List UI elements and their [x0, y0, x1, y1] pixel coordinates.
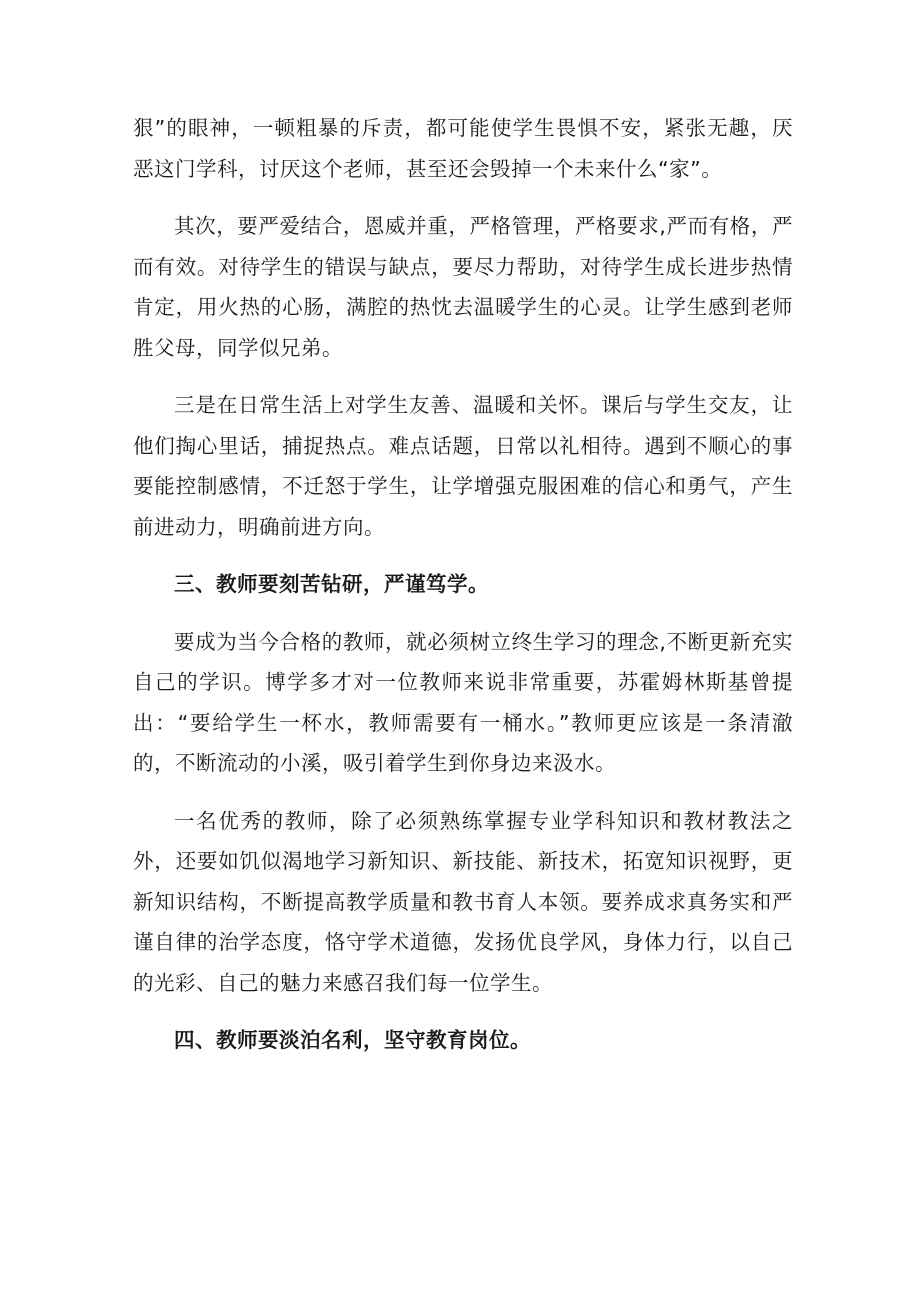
- paragraph-strict-love: 其次，要严爱结合，恩威并重，严格管理，严格要求,严而有格，严而有效。对待学生的错误与缺点，要尽力帮助，对待学生成长进步热情肯定，用火热的心肠，满腔的热忱去温暖学生的心灵。让学生感到老师胜父母，同学似兄弟。: [133, 214, 793, 360]
- section-heading-three: 三、教师要刻苦钻研，严谨笃学。: [174, 572, 489, 596]
- paragraph-excellent-teacher: 一名优秀的教师，除了必须熟练掌握专业学科知识和教材教法之外，还要如饥似渴地学习新知识、新技能、新技术，拓宽知识视野，更新知识结构，不断提高教学质量和教书育人本领。要养成求真务实和严谨自律的治学态度，恪守学术道德，发扬优良学风，身体力行，以自己的光彩、自己的魅力来感召我们每一位学生。: [133, 808, 793, 995]
- document-page: [133, 108, 793, 1078]
- section-heading-four: 四、教师要淡泊名利，坚守教育岗位。: [174, 1028, 531, 1052]
- paragraph-continuation: 狠”的眼神，一顿粗暴的斥责，都可能使学生畏惧不安，紧张无趣，厌恶这门学科，讨厌这个老师，甚至还会毁掉一个未来什么“家”。: [133, 116, 793, 181]
- paragraph-lifelong-learning: 要成为当今合格的教师，就必须树立终生学习的理念,不断更新充实自己的学识。博学多才对一位教师来说非常重要，苏霍姆林斯基曾提出：“要给学生一杯水，教师需要有一桶水。”教师更应该是一条清澈的，不断流动的小溪，吸引着学生到你身边来汲水。: [133, 629, 793, 775]
- paragraph-daily-care: 三是在日常生活上对学生友善、温暖和关怀。课后与学生交友，让他们掏心里话，捕捉热点。难点话题，日常以礼相待。遇到不顺心的事要能控制感情，不迁怒于学生，让学增强克服困难的信心和勇气，产生前进动力，明确前进方向。: [133, 393, 793, 539]
